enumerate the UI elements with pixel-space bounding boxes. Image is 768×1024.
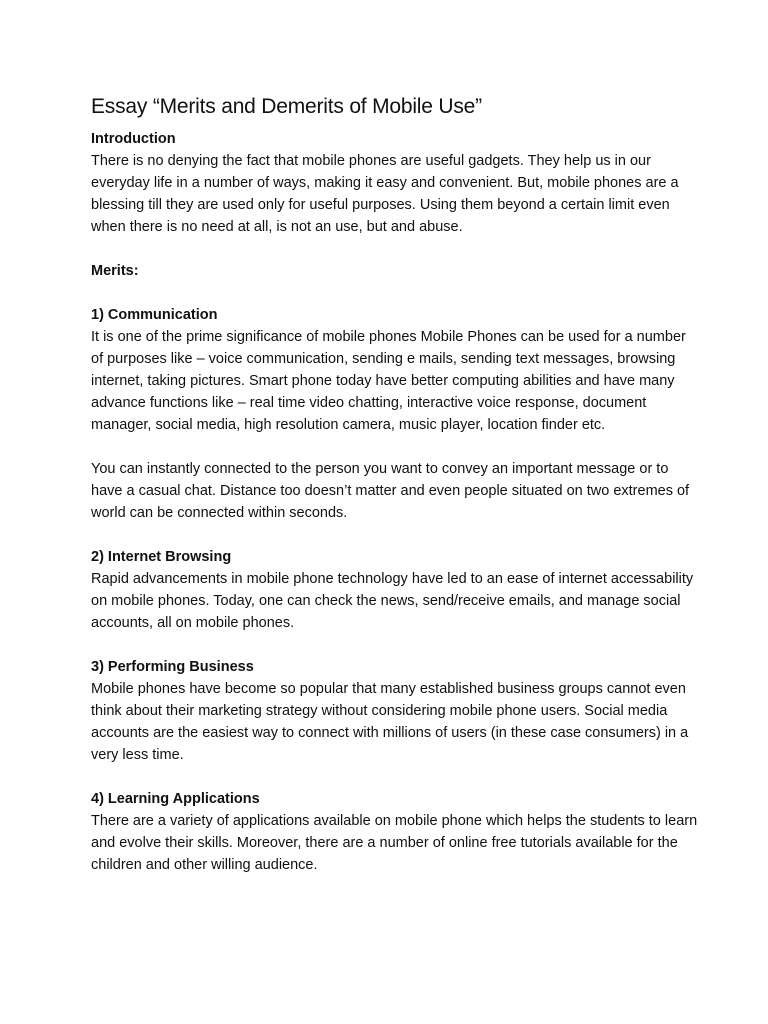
section-paragraph: Mobile phones have become so popular that many established business groups cannot even think about their marketing strategy without considering mobile phone users. Social media accounts are the easiest way to connect with millions of users (in these case consumers) in a very less time.: [91, 681, 689, 763]
essay-title: Essay “Merits and Demerits of Mobile Use”: [91, 95, 482, 118]
section-heading-communication: 1) Communication: [91, 307, 218, 323]
introduction-paragraph: There is no denying the fact that mobile phones are useful gadgets. They help us in our everyday life in a number of ways, making it easy and convenient. But, mobile phones are a blessing till they are used only for useful purposes. Using them beyond a certain limit even when there is no need at all, is not an use, but and abuse.: [91, 153, 679, 235]
section-paragraph: You can instantly connected to the person you want to convey an important message or to have a casual chat. Distance too doesn’t matter and even people situated on two extremes of world can be connected within seconds.: [91, 461, 690, 521]
section-heading-internet-browsing: 2) Internet Browsing: [91, 549, 232, 565]
section-paragraph: It is one of the prime significance of mobile phones Mobile Phones can be used for a number of purposes like – voice communication, sending e mails, sending text messages, browsing internet, taking pictures. Smart phone today have better computing abilities and have many advance functions like – real time video chatting, interactive voice response, document manager, social media, high resolution camera, music player, location finder etc.: [91, 329, 686, 433]
section-paragraph: Rapid advancements in mobile phone technology have led to an ease of internet accessability on mobile phones. Today, one can check the news, send/receive emails, and manage social accounts, all on mobile phones.: [91, 571, 694, 631]
spacer: [91, 634, 698, 656]
spacer: [91, 282, 698, 304]
section-heading-learning-applications: 4) Learning Applications: [91, 791, 260, 807]
spacer: [91, 238, 698, 260]
merits-heading: Merits:: [91, 263, 139, 279]
section-paragraph: There are a variety of applications available on mobile phone which helps the students to learn and evolve their skills. Moreover, there are a number of online free tutorials available for the children and other willing audience.: [91, 813, 698, 873]
spacer: [91, 524, 698, 546]
spacer: [91, 436, 698, 458]
spacer: [91, 766, 698, 788]
section-heading-performing-business: 3) Performing Business: [91, 659, 254, 675]
introduction-heading: Introduction: [91, 131, 176, 147]
